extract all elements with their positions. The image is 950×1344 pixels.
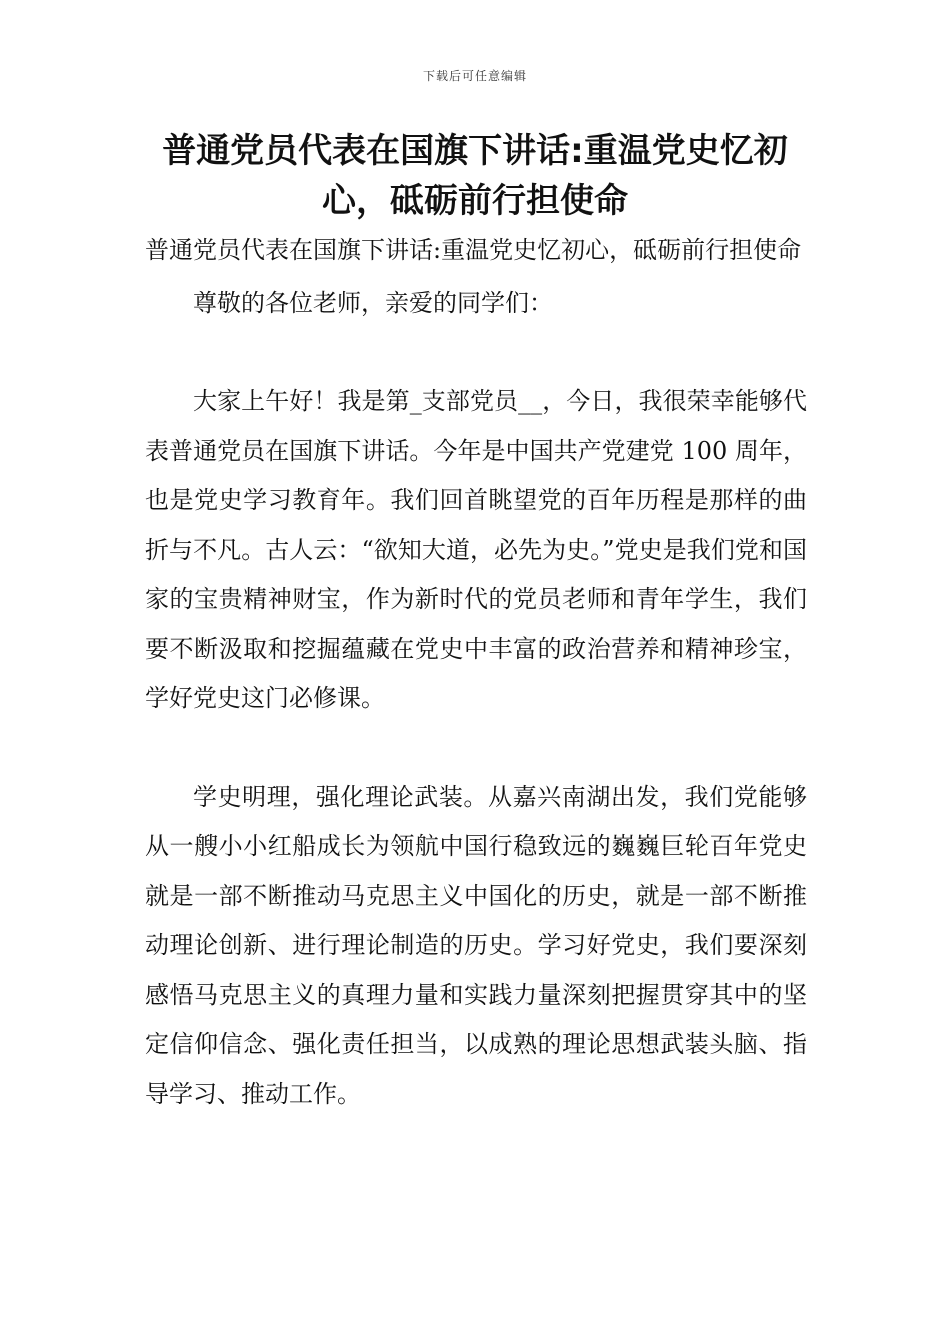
- paragraph-1: 大家上午好！我是第_支部党员__，今日，我很荣幸能够代表普通党员在国旗下讲话。今年是中国共产党建党 100 周年，也是党史学习教育年。我们回首眺望党的百年历程是那样的曲折与不凡。古人云：“欲知大道，必先为史。”党史是我们党和国家的宝贵精神财宝，作为新时代的党员老师和青年学生，我们要不断汲取和挖掘蕴藏在党史中丰富的政治营养和精神珍宝，学好党史这门必修课。: [145, 387, 807, 712]
- salutation: 尊敬的各位老师，亲爱的同学们：: [193, 288, 553, 317]
- document-body: [145, 226, 807, 1119]
- paragraph-2: 学史明理，强化理论武装。从嘉兴南湖出发，我们党能够从一艘小小红船成长为领航中国行稳致远的巍巍巨轮百年党史就是一部不断推动马克思主义中国化的历史，就是一部不断推动理论创新、进行理论制造的历史。学习好党史，我们要深刻感悟马克思主义的真理力量和实践力量深刻把握贯穿其中的坚定信仰信念、强化责任担当，以成熟的理论思想武装头脑、指导学习、推动工作。: [145, 782, 807, 1108]
- subtitle-line: 普通党员代表在国旗下讲话:重温党史忆初心，砥砺前行担使命: [145, 236, 802, 264]
- document-title: 普通党员代表在国旗下讲话:重温党史忆初心，砥砺前行担使命: [162, 131, 788, 221]
- header-note: 下载后可任意编辑: [422, 69, 527, 83]
